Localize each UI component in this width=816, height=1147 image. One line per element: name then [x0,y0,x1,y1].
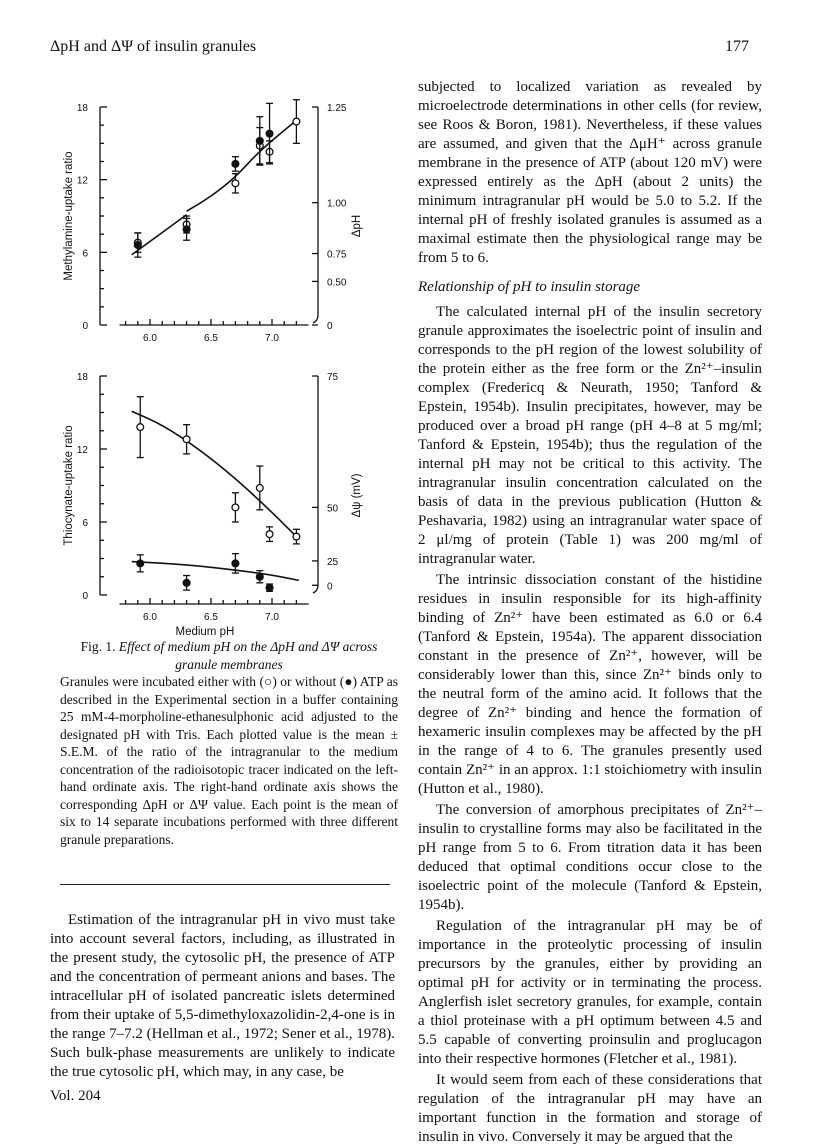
fitted-curve [132,215,187,255]
volume-footer: Vol. 204 [50,1088,101,1104]
data-point-without-atp [137,560,144,567]
paragraph: subjected to localized variation as revealed by microelectrode determinations in other cells (for review, see Roos & Boron, 1981). Nevertheless, if these values are assumed, and given that the ΔμH⁺ across granule membrane in the presence of ATP (about 120 mV) were expressed entirely as the ΔpH (about 2 units) the minimum intragranular pH would be 5.0 to 5.2. If the internal pH of freshly isolated granules is assumed as a maximal estimate then the physiological range may be from 5 to 6. [418,79,762,266]
data-point-with-atp [232,504,239,511]
data-point-with-atp [266,531,273,538]
caption-title-text: Effect of medium pH on the ΔpH and ΔΨ across granule membranes [118,639,378,672]
y-tick-label: 18 [76,372,88,383]
section-heading: Relationship of pH to insulin storage [418,279,641,295]
data-point-with-atp [183,436,190,443]
y-axis-right-end [313,585,318,593]
y2-tick-label: 50 [327,503,339,515]
paragraph: It would seem from each of these considerations that regulation of the intragranular pH may have an important function in the formation and storage of insulin in vivo. Conversely it may be argued that the [418,1072,762,1145]
data-point-with-atp [256,485,263,492]
data-point-with-atp [232,180,239,187]
data-point-without-atp [232,161,239,168]
fitted-curve [132,411,299,539]
x-axis-label: Medium pH [175,626,235,638]
data-point-without-atp [183,226,190,233]
y2-axis-label: Δψ (mV) [351,473,363,518]
x-tick-label: 6.5 [204,612,218,623]
data-point-without-atp [134,242,141,249]
x-tick-label: 6.5 [204,333,218,344]
chart-panel-2 [63,372,363,638]
data-point-with-atp [293,533,300,540]
y2-tick-label: 1.00 [327,198,347,210]
x-tick-label: 7.0 [265,333,279,344]
data-point-without-atp [232,560,239,567]
y2-axis-label: ΔpH [351,214,363,238]
y-tick-label: 6 [82,518,88,529]
data-point-with-atp [137,424,144,431]
y2-tick-label: 1.25 [327,103,347,114]
paragraph: The intrinsic dissociation constant of the histidine residues in insulin responsible for its high-affinity binding of Zn²⁺ have been estimated as 6.0 or 6.4 (Tanford & Epstein, 1954a). The apparent dissociation constant in the presence of Zn²⁺, however, will be considerably lower than this, since Zn²⁺ binds only to the neutral form of the amino acid. It follows that the degree of Zn²⁺ binding and hence the formation of hexameric insulin complexes may be affected by the pH in the range of 4 to 6. The granules presently used contain Zn²⁺ in an approx. 1:1 stoichiometry with insulin (Hutton et al., 1980). [418,572,762,797]
caption-body: Granules were incubated either with (○) or without (●) ATP as described in the Experimental section in a buffer containing 25 mM-4-morpholine-ethanesulphonic acid adjusted to the designated pH with Tris. Each plotted value is the mean ± S.E.M. of the ratio of the intragranular to the medium concentration of the radioisotopic tracer indicated on the left-hand ordinate axis. The right-hand ordinate axis shows the corresponding ΔpH or ΔΨ value. Each point is the mean of six to 14 separate incubations performed with three different granule preparations. [60,674,398,847]
data-point-without-atp [183,579,190,586]
paragraph: The calculated internal pH of the insulin secretory granule approximates the isoelectric point of insulin and corresponds to the pH region of the lowest solubility of the protein either as the free form or the Zn²⁺–insulin complex (Fredericq & Neurath, 1950; Tanford & Epstein, 1954b). Insulin precipitates, however, may be produced over a broad pH range (pH 4–8 at 5 mg/ml; Tanford & Epstein, 1954b); thus the regulation of the internal pH may not be critical to this activity. The intragranular insulin concentration calculated on the basis of data in the previous publication (Hutton & Peshavaria, 1982) using an intragranular water space of 2 μl/mg of protein (Table 1) was 200 mg/ml of intragranular water. [418,304,762,567]
y-tick-label: 18 [76,103,88,114]
y2-tick-label: 0.50 [327,277,347,289]
paragraph: Estimation of the intragranular pH in vivo must take into account several factors, including, as illustrated in the present study, the cytosolic pH, the presence of ATP and the concentration of permeant anions and bases. The intracellular pH of isolated pancreatic islets determined from their uptake of 5,5-dimethyloxazolidin-2,4-one is in the range 7–7.2 (Hellman et al., 1972; Sener et al., 1978). Such bulk-phase measurements are unlikely to indicate the true cytosolic pH, which may, in any case, be [50,912,395,1080]
data-point-with-atp [293,118,300,125]
caption-figure-number: Fig. 1. [80,639,116,654]
right-column-text [418,78,762,1147]
y-axis-right-end [313,315,318,323]
y-tick-label: 0 [82,321,88,332]
y-axis-label: Thiocynate-uptake ratio [63,425,75,546]
y-axis-label: Methylamine-uptake ratio [63,151,75,281]
fitted-curve [132,562,299,581]
left-column-text [50,911,395,1082]
footnote-divider [60,884,390,885]
y2-tick-label: 0 [327,581,333,593]
paragraph: Regulation of the intragranular pH may be of importance in the proteolytic processing of insulin precursors by the granules, either by providing an optimal pH for activity or in terminating the process. Anglerfish islet secretory granules, for example, contain a thiol proteinase with a pH optimum between 4.5 and 5.5 capable of converting proinsulin and proglucagon into their respective hormones (Fletcher et al., 1981). [418,918,762,1067]
figure-caption [60,638,398,848]
y2-tick-label: 0 [327,321,333,332]
data-point-without-atp [256,138,263,145]
y-tick-label: 12 [76,175,88,187]
caption-title [60,638,398,673]
x-tick-label: 6.0 [143,612,157,623]
page-number: 177 [725,38,749,55]
y2-tick-label: 75 [327,372,339,383]
data-point-without-atp [256,573,263,580]
data-point-without-atp [266,584,273,591]
x-tick-label: 7.0 [265,612,279,623]
y-tick-label: 0 [82,591,88,602]
y2-tick-label: 25 [327,556,339,568]
x-tick-label: 6.0 [143,333,157,344]
paragraph: The conversion of amorphous precipitates of Zn²⁺–insulin to crystalline forms may also be facilitated in the pH range from 5 to 6. From titration data it has been deduced that optimal conditions occur close to the isoelectric point of the molecule (Tanford & Epstein, 1954b). [418,802,762,913]
fitted-curve [187,120,297,211]
y-tick-label: 6 [82,248,88,260]
chart-panel-1 [63,100,363,344]
running-title: ΔpH and ΔΨ of insulin granules [50,38,257,55]
y-tick-label: 12 [76,445,88,456]
y2-tick-label: 0.75 [327,249,347,261]
data-point-without-atp [266,130,273,137]
